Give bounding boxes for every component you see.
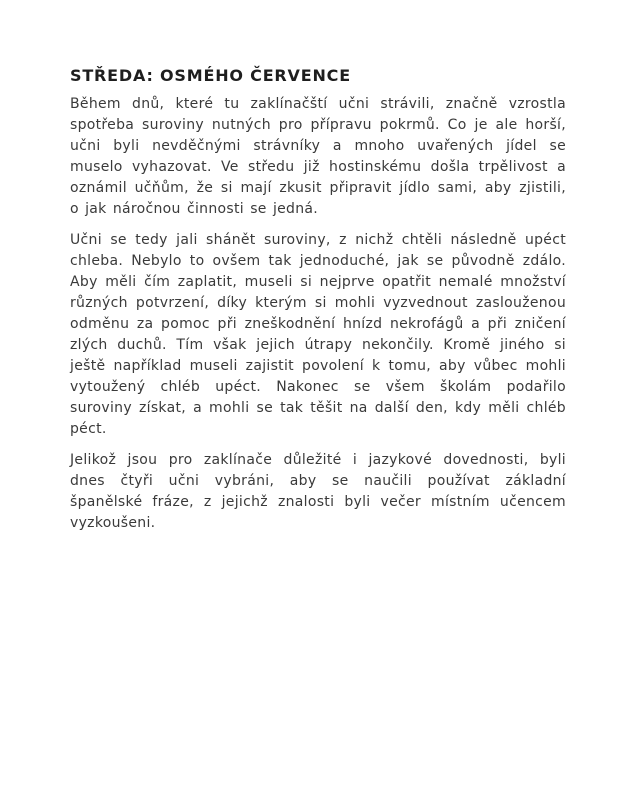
paragraph-3: Jelikož jsou pro zaklínače důležité i jazykové dovednosti, byli dnes čtyři učni vybráni, aby se naučili používat základní španělské fráze, z jejichž znalosti byli večer místním učencem vyzkoušeni. — [70, 452, 566, 531]
paragraph-1: Během dnů, které tu zaklínačští učni strávili, značně vzrostla spotřeba suroviny nutných pro přípravu pokrmů. Co je ale horší, učni byli nevděčnými strávníky a mnoho uvařených jídel se muselo vyhazovat. Ve středu již hostinskému došla trpělivost a oznámil učňům, že si mají zkusit připravit jídlo sami, aby zjistili, o jak náročnou činnosti se jedná. — [70, 96, 566, 217]
document-content — [70, 66, 566, 534]
page-title: STŘEDA: OSMÉHO ČERVENCE — [70, 66, 351, 85]
paragraph-2: Učni se tedy jali shánět suroviny, z nichž chtěli následně upéct chleba. Nebylo to ovšem tak jednoduché, jak se původně zdálo. Aby měli čím zaplatit, museli si nejprve opatřit nemalé množství různých potvrzení, díky kterým si mohli vyzvednout zaslouženou odměnu za pomoc při zneškodnění hnízd nekrofágů a při zničení zlých duchů. Tím však jejich útrapy nekončily. Kromě jiného si ještě například museli zajistit povolení k tomu, aby vůbec mohli vytoužený chléb upéct. Nakonec se všem školám podařilo suroviny získat, a mohli se tak těšit na další den, kdy měli chléb péct. — [70, 232, 566, 437]
